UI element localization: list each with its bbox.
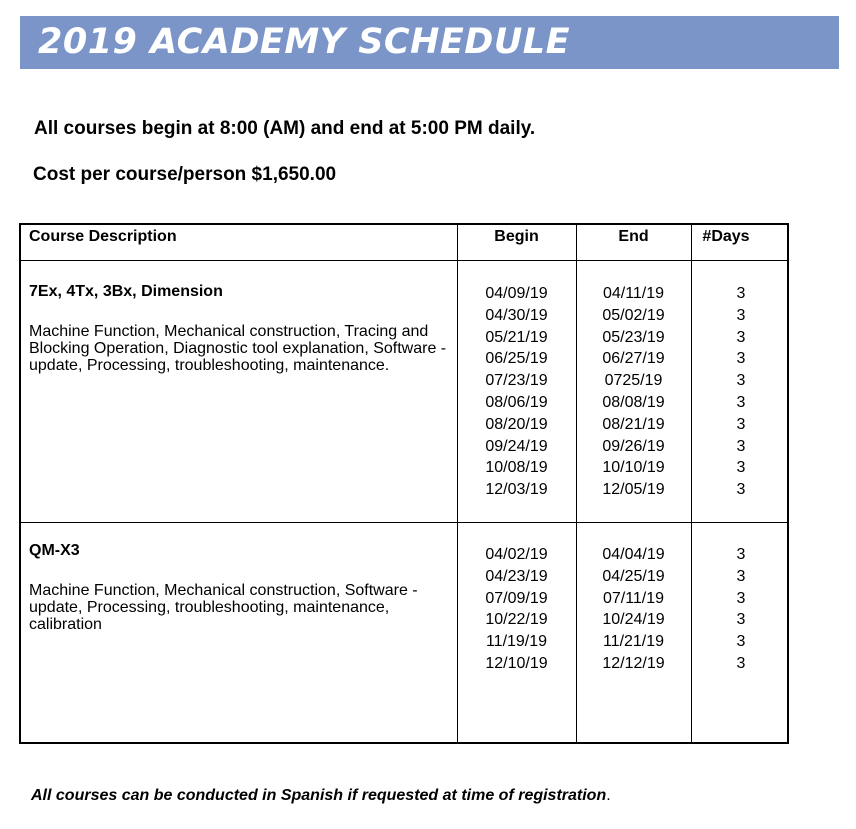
end-date-cell: 11/21/19 <box>602 633 665 651</box>
begin-date-cell: 10/22/19 <box>485 611 548 629</box>
begin-date-cell: 04/09/19 <box>485 285 548 302</box>
end-date-cell: 08/21/19 <box>602 415 665 433</box>
footnote <box>31 787 611 805</box>
begin-date-cell: 10/08/19 <box>485 459 548 477</box>
course-title: 7Ex, 4Tx, 3Bx, Dimension <box>29 283 223 300</box>
day-count-cell: 3 <box>736 459 746 477</box>
begin-date-cell: 04/02/19 <box>485 546 548 563</box>
begin-date-cell: 04/23/19 <box>485 567 548 585</box>
header-days: #Days <box>702 228 750 245</box>
day-count-cell: 3 <box>736 415 746 433</box>
column-divider <box>691 225 692 742</box>
end-date-cell: 04/25/19 <box>602 567 665 585</box>
end-date-cell: 07/11/19 <box>602 589 665 607</box>
day-count-cell: 3 <box>736 393 746 411</box>
end-date-cell: 04/04/19 <box>602 546 665 563</box>
end-date-cell: 09/26/19 <box>602 437 665 455</box>
day-count-cell: 3 <box>736 350 746 368</box>
footnote-period: . <box>606 787 611 804</box>
day-counts <box>711 544 771 675</box>
day-count-cell: 3 <box>736 567 746 585</box>
header-end: End <box>618 228 649 245</box>
day-count-cell: 3 <box>736 306 746 324</box>
end-date-cell: 08/08/19 <box>602 393 665 411</box>
end-date-cell: 12/05/19 <box>602 481 665 499</box>
course-title: QM-X3 <box>29 542 80 559</box>
course-description: Machine Function, Mechanical construction, Software - update, Processing, troubleshooting, maintenance, calibration <box>29 582 418 633</box>
begin-date-cell: 09/24/19 <box>485 437 548 455</box>
end-dates <box>576 283 691 501</box>
header-divider <box>21 260 787 261</box>
course-description: Machine Function, Mechanical construction, Tracing and Blocking Operation, Diagnostic tool explanation, Software - update, Processing, troubleshooting, maintenance. <box>29 323 447 374</box>
end-date-cell: 04/11/19 <box>602 285 665 302</box>
header-begin: Begin <box>494 228 539 245</box>
day-count-cell: 3 <box>736 589 746 607</box>
end-date-cell: 12/12/19 <box>602 654 665 672</box>
begin-date-cell: 12/10/19 <box>485 654 548 672</box>
end-dates <box>576 544 691 675</box>
begin-date-cell: 07/09/19 <box>485 589 548 607</box>
end-date-cell: 05/02/19 <box>602 306 665 324</box>
day-count-cell: 3 <box>736 481 746 499</box>
begin-dates <box>457 283 576 501</box>
day-count-cell: 3 <box>736 633 746 651</box>
footnote-text: All courses can be conducted in Spanish if requested at time of registration <box>31 787 607 804</box>
day-count-cell: 3 <box>736 328 746 346</box>
day-count-cell: 3 <box>736 372 746 390</box>
day-count-cell: 3 <box>736 437 746 455</box>
end-date-cell: 0725/19 <box>604 372 663 390</box>
begin-date-cell: 12/03/19 <box>485 481 548 499</box>
hours-text: All courses begin at 8:00 (AM) and end at 5:00 PM daily. <box>34 118 536 139</box>
begin-date-cell: 08/06/19 <box>485 393 548 411</box>
begin-date-cell: 06/25/19 <box>485 350 548 368</box>
header-description: Course Description <box>29 228 177 245</box>
begin-date-cell: 08/20/19 <box>485 415 548 433</box>
begin-dates <box>457 544 576 675</box>
begin-date-cell: 04/30/19 <box>485 306 548 324</box>
day-counts <box>711 283 771 501</box>
begin-date-cell: 07/23/19 <box>485 372 548 390</box>
cost-text: Cost per course/person $1,650.00 <box>33 164 337 185</box>
title-banner <box>20 16 839 69</box>
schedule-table <box>19 223 789 744</box>
day-count-cell: 3 <box>736 546 746 563</box>
day-count-cell: 3 <box>736 611 746 629</box>
day-count-cell: 3 <box>736 654 746 672</box>
end-date-cell: 06/27/19 <box>602 350 665 368</box>
row-divider <box>21 522 787 523</box>
page-title: 2019 ACADEMY SCHEDULE <box>38 22 570 62</box>
begin-date-cell: 05/21/19 <box>485 328 548 346</box>
end-date-cell: 10/10/19 <box>602 459 665 477</box>
end-date-cell: 05/23/19 <box>602 328 665 346</box>
begin-date-cell: 11/19/19 <box>485 633 548 651</box>
end-date-cell: 10/24/19 <box>602 611 665 629</box>
day-count-cell: 3 <box>736 285 746 302</box>
